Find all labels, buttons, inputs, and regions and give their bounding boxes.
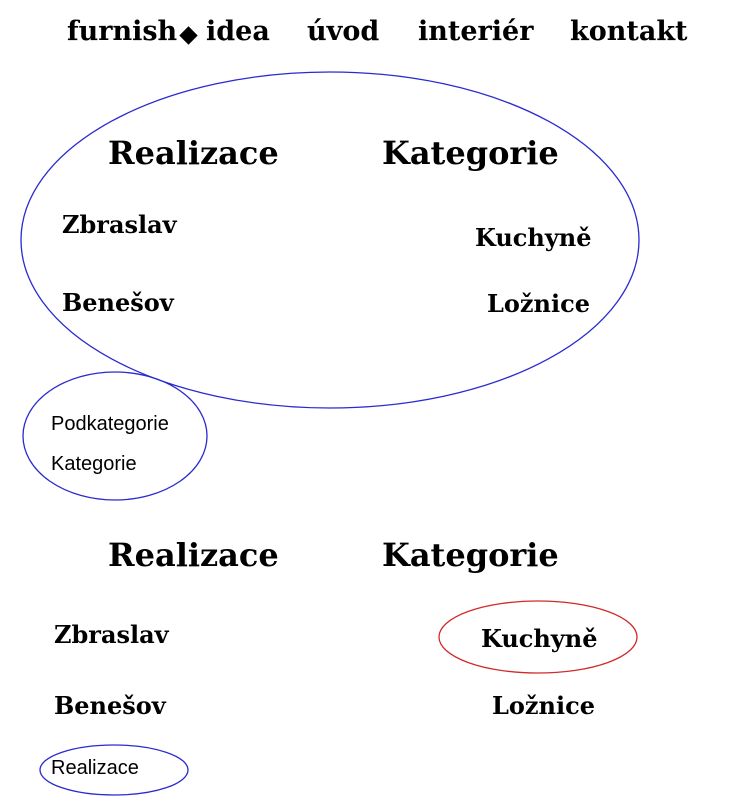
bottom-item-benesov[interactable]: Benešov (54, 691, 166, 720)
brand-furnish[interactable]: furnish (67, 16, 178, 47)
bottom-item-kuchyne[interactable]: Kuchyně (481, 624, 598, 653)
top-item-zbraslav[interactable]: Zbraslav (62, 210, 177, 239)
top-item-benesov[interactable]: Benešov (62, 288, 174, 317)
bottom-item-zbraslav[interactable]: Zbraslav (54, 620, 169, 649)
bottom-heading-kategorie[interactable]: Kategorie (382, 536, 559, 574)
nav-link-interier[interactable]: interiér (418, 16, 534, 47)
bottom-heading-realizace[interactable]: Realizace (108, 536, 279, 574)
top-heading-realizace[interactable]: Realizace (108, 134, 279, 172)
top-item-kuchyne[interactable]: Kuchyně (475, 223, 592, 252)
top-heading-kategorie[interactable]: Kategorie (382, 134, 559, 172)
brand-idea[interactable]: idea (206, 16, 270, 47)
callout-realizace: Realizace (51, 757, 139, 779)
callout-podkategorie: Podkategorie (51, 413, 169, 435)
nav-link-uvod[interactable]: úvod (307, 16, 380, 47)
top-item-loznice[interactable]: Ložnice (487, 289, 590, 318)
nav-link-kontakt[interactable]: kontakt (570, 16, 688, 47)
callout-kategorie: Kategorie (51, 453, 137, 475)
bottom-item-loznice[interactable]: Ložnice (492, 691, 595, 720)
diamond-icon (179, 26, 197, 44)
top-callout-oval (23, 372, 207, 500)
